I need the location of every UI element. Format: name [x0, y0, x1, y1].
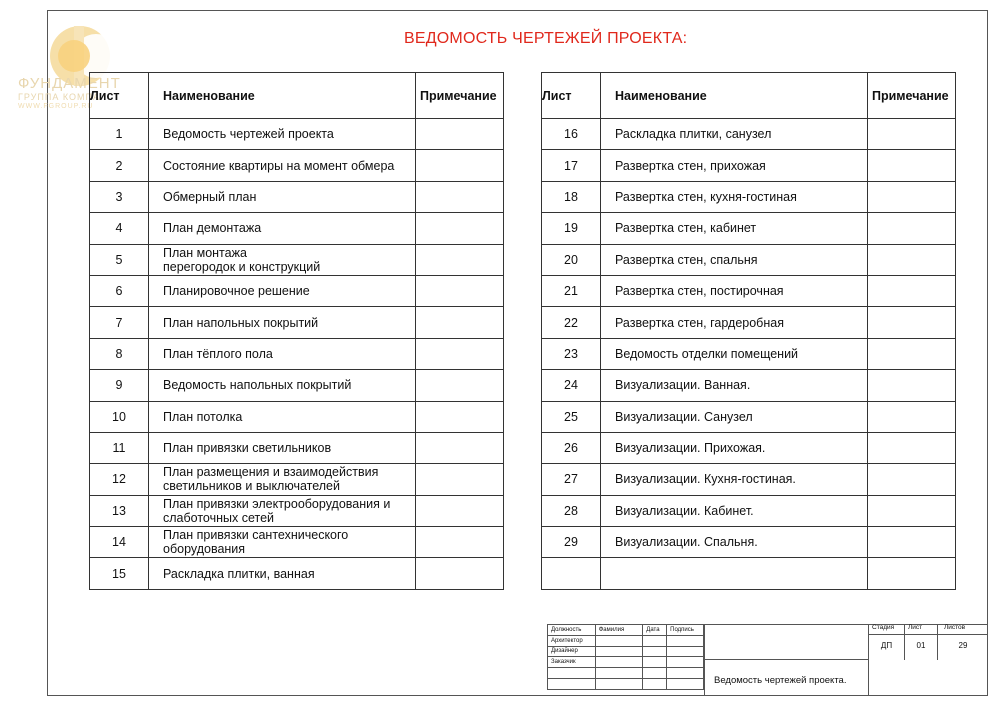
table-row	[90, 370, 504, 401]
sheet-name	[601, 558, 868, 589]
sheet-number: 20	[542, 244, 601, 275]
logo-subtitle: ГРУППА КОМПА	[18, 92, 100, 102]
sheet-name	[601, 119, 868, 150]
sheet-note	[868, 338, 956, 369]
sheet-number: 9	[90, 370, 149, 401]
sheet-name	[601, 307, 868, 338]
table-row	[90, 527, 504, 558]
sheet-name	[601, 181, 868, 212]
sheet-number: 11	[90, 432, 149, 463]
title-block	[547, 624, 988, 696]
table-row	[542, 464, 956, 495]
table-row	[90, 432, 504, 463]
table-row	[90, 401, 504, 432]
stamp-sheets-label: Листов	[938, 624, 988, 635]
sheet-number: 21	[542, 275, 601, 306]
sheet-number: 1	[90, 119, 149, 150]
sheet-number: 27	[542, 464, 601, 495]
sheet-note	[416, 150, 504, 181]
sheet-note	[416, 181, 504, 212]
sheet-name-line: Визуализации. Ванная.	[615, 378, 751, 393]
table-row	[542, 213, 956, 244]
sheet-number: 29	[542, 527, 601, 558]
table-row	[90, 181, 504, 212]
sheet-name	[601, 401, 868, 432]
table-row	[542, 558, 956, 589]
sheet-name	[149, 213, 416, 244]
table-row	[542, 338, 956, 369]
table-row	[90, 558, 504, 589]
table-row	[542, 119, 956, 150]
stamp-stage-value: ДП	[869, 635, 905, 660]
sheet-note	[416, 558, 504, 589]
sheet-name	[149, 527, 416, 558]
sheet-note	[416, 370, 504, 401]
sheet-number: 2	[90, 150, 149, 181]
sheet-name-line: План напольных покрытий	[163, 315, 319, 330]
sheet-note	[868, 119, 956, 150]
sheet-name-line: Визуализации. Прихожая.	[615, 441, 766, 456]
stamp-role-designer: Дизайнер	[548, 646, 596, 657]
sheet-name	[601, 244, 868, 275]
sheet-name-line: План потолка	[163, 409, 243, 424]
table-row	[90, 307, 504, 338]
sheet-name	[149, 181, 416, 212]
sheet-note	[416, 275, 504, 306]
sheet-note	[868, 401, 956, 432]
sheet-name-line: План тёплого пола	[163, 346, 273, 361]
sheet-number	[542, 558, 601, 589]
sheet-name-line: Ведомость отделки помещений	[615, 346, 799, 361]
sheet-note	[416, 464, 504, 495]
sheet-name	[149, 464, 416, 495]
sheet-note	[868, 213, 956, 244]
sheet-name	[149, 370, 416, 401]
stamp-header-position: Должность	[548, 625, 596, 636]
sheet-note	[416, 401, 504, 432]
sheet-name-line: Обмерный план	[163, 189, 257, 204]
sheet-name-line: План привязки светильников	[163, 441, 332, 456]
logo-site: WWW.FGROUP.RU	[18, 103, 94, 110]
table-row	[542, 275, 956, 306]
sheet-name	[149, 432, 416, 463]
stamp-stage-label: Стадия	[869, 624, 905, 635]
sheet-name	[149, 244, 416, 275]
col-header-note: Примечание	[868, 73, 956, 119]
stamp-sheet-value: 01	[905, 635, 938, 660]
sheet-name	[601, 338, 868, 369]
sheet-name-line: Ведомость чертежей проекта	[163, 127, 334, 142]
sheet-name-line: Развертка стен, прихожая	[615, 158, 766, 173]
sheet-name-line: Раскладка плитки, санузел	[615, 127, 772, 142]
sheet-name-line: Визуализации. Спальня.	[615, 535, 758, 550]
stamp-header-signature: Подпись	[667, 625, 704, 636]
table-row	[542, 370, 956, 401]
sheet-note	[416, 307, 504, 338]
sheet-number: 3	[90, 181, 149, 212]
table-row	[90, 213, 504, 244]
table-row	[542, 432, 956, 463]
sheet-number: 15	[90, 558, 149, 589]
sheet-name-line: светильников и выключателей	[163, 479, 340, 494]
sheet-name-line: Развертка стен, спальня	[615, 252, 758, 267]
table-header-row	[90, 73, 504, 119]
sheet-number: 16	[542, 119, 601, 150]
sheet-name-line: План привязки электрооборудования и	[163, 496, 391, 511]
sheet-name	[149, 150, 416, 181]
sheet-number: 24	[542, 370, 601, 401]
sheet-note	[868, 432, 956, 463]
col-header-name: Наименование	[601, 73, 868, 119]
sheet-number: 23	[542, 338, 601, 369]
sheet-name-line: Развертка стен, кабинет	[615, 221, 757, 236]
sheet-note	[868, 464, 956, 495]
sheet-number: 14	[90, 527, 149, 558]
sheet-number: 19	[542, 213, 601, 244]
sheet-number: 17	[542, 150, 601, 181]
sheet-name-line: Визуализации. Санузел	[615, 409, 753, 424]
sheet-number: 8	[90, 338, 149, 369]
table-row	[90, 244, 504, 275]
sheet-note	[416, 338, 504, 369]
sheet-name-line: Визуализации. Кухня-гостиная.	[615, 472, 796, 487]
table-row	[90, 150, 504, 181]
sheet-name	[601, 432, 868, 463]
sheet-number: 5	[90, 244, 149, 275]
table-row	[90, 495, 504, 526]
sheet-note	[868, 275, 956, 306]
sheet-name-line: План привязки сантехнического	[163, 528, 349, 543]
sheet-name	[601, 495, 868, 526]
sheet-name-line: слаботочных сетей	[163, 510, 275, 525]
table-row	[90, 464, 504, 495]
logo-name: ФУНДАМЕНТ	[18, 75, 121, 92]
page-title: ВЕДОМОСТЬ ЧЕРТЕЖЕЙ ПРОЕКТА:	[404, 30, 688, 47]
table-row	[542, 181, 956, 212]
sheet-number: 12	[90, 464, 149, 495]
sheet-number: 18	[542, 181, 601, 212]
table-row	[542, 150, 956, 181]
sheet-number: 26	[542, 432, 601, 463]
table-row	[542, 495, 956, 526]
table-row	[90, 338, 504, 369]
sheet-name-line: План монтажа	[163, 245, 247, 260]
stamp-header-date: Дата	[643, 625, 667, 636]
table-row	[542, 244, 956, 275]
sheet-name-line: Ведомость напольных покрытий	[163, 378, 352, 393]
sheet-number: 7	[90, 307, 149, 338]
sheet-note	[416, 432, 504, 463]
sheet-note	[416, 213, 504, 244]
stamp-sheet-label: Лист	[905, 624, 938, 635]
sheet-name-line: Раскладка плитки, ванная	[163, 566, 315, 581]
sheet-number: 4	[90, 213, 149, 244]
stamp-role-customer: Заказчик	[548, 657, 596, 668]
table-header-row	[542, 73, 956, 119]
sheet-name	[601, 213, 868, 244]
sheet-number: 22	[542, 307, 601, 338]
stamp-sheets-value: 29	[958, 641, 968, 650]
sheet-number: 6	[90, 275, 149, 306]
col-header-sheet: Лист	[542, 73, 601, 119]
sheet-note	[868, 495, 956, 526]
sheet-note	[416, 527, 504, 558]
sheet-name	[149, 401, 416, 432]
sheet-name	[149, 119, 416, 150]
table-row	[542, 307, 956, 338]
sheet-name-line: План размещения и взаимодействия	[163, 465, 379, 480]
table-row	[90, 275, 504, 306]
sheet-note	[868, 370, 956, 401]
sheet-name	[149, 558, 416, 589]
sheet-name-line: Планировочное решение	[163, 284, 310, 299]
sheet-note	[868, 527, 956, 558]
sheet-name	[149, 338, 416, 369]
stamp-header-surname: Фамилия	[595, 625, 643, 636]
sheet-name	[149, 307, 416, 338]
sheet-name	[149, 275, 416, 306]
stamp-doc-title: Ведомость чертежей проекта.	[704, 660, 869, 696]
sheet-number: 25	[542, 401, 601, 432]
table-row	[542, 401, 956, 432]
sheet-note	[868, 244, 956, 275]
sheet-note	[416, 244, 504, 275]
sheet-name	[601, 464, 868, 495]
sheet-name	[601, 370, 868, 401]
sheet-number: 10	[90, 401, 149, 432]
col-header-note: Примечание	[416, 73, 504, 119]
sheet-name	[601, 527, 868, 558]
table-row	[90, 119, 504, 150]
sheet-note	[416, 495, 504, 526]
sheet-note	[868, 150, 956, 181]
sheet-name	[601, 150, 868, 181]
col-header-sheet: Лист	[90, 73, 149, 119]
sheet-number: 28	[542, 495, 601, 526]
sheet-name-line: Развертка стен, постирочная	[615, 284, 784, 299]
sheet-note	[868, 558, 956, 589]
sheet-name-line: Визуализации. Кабинет.	[615, 503, 754, 518]
sheet-name	[601, 275, 868, 306]
sheet-name-line: Развертка стен, гардеробная	[615, 315, 784, 330]
sheet-name-line: Развертка стен, кухня-гостиная	[615, 189, 797, 204]
sheet-number: 13	[90, 495, 149, 526]
col-header-name: Наименование	[149, 73, 416, 119]
sheet-note	[868, 181, 956, 212]
sheet-name-line: Состояние квартиры на момент обмера	[163, 158, 395, 173]
drawings-table-left	[89, 72, 504, 590]
drawings-table-right	[541, 72, 956, 590]
sheet-name	[149, 495, 416, 526]
sheet-name-line: оборудования	[163, 542, 246, 557]
sheet-name-line: перегородок и конструкций	[163, 259, 321, 274]
sheet-note	[868, 307, 956, 338]
sheet-note	[416, 119, 504, 150]
stamp-role-architect: Архитектор	[548, 635, 596, 646]
table-row	[542, 527, 956, 558]
sheet-name-line: План демонтажа	[163, 221, 262, 236]
